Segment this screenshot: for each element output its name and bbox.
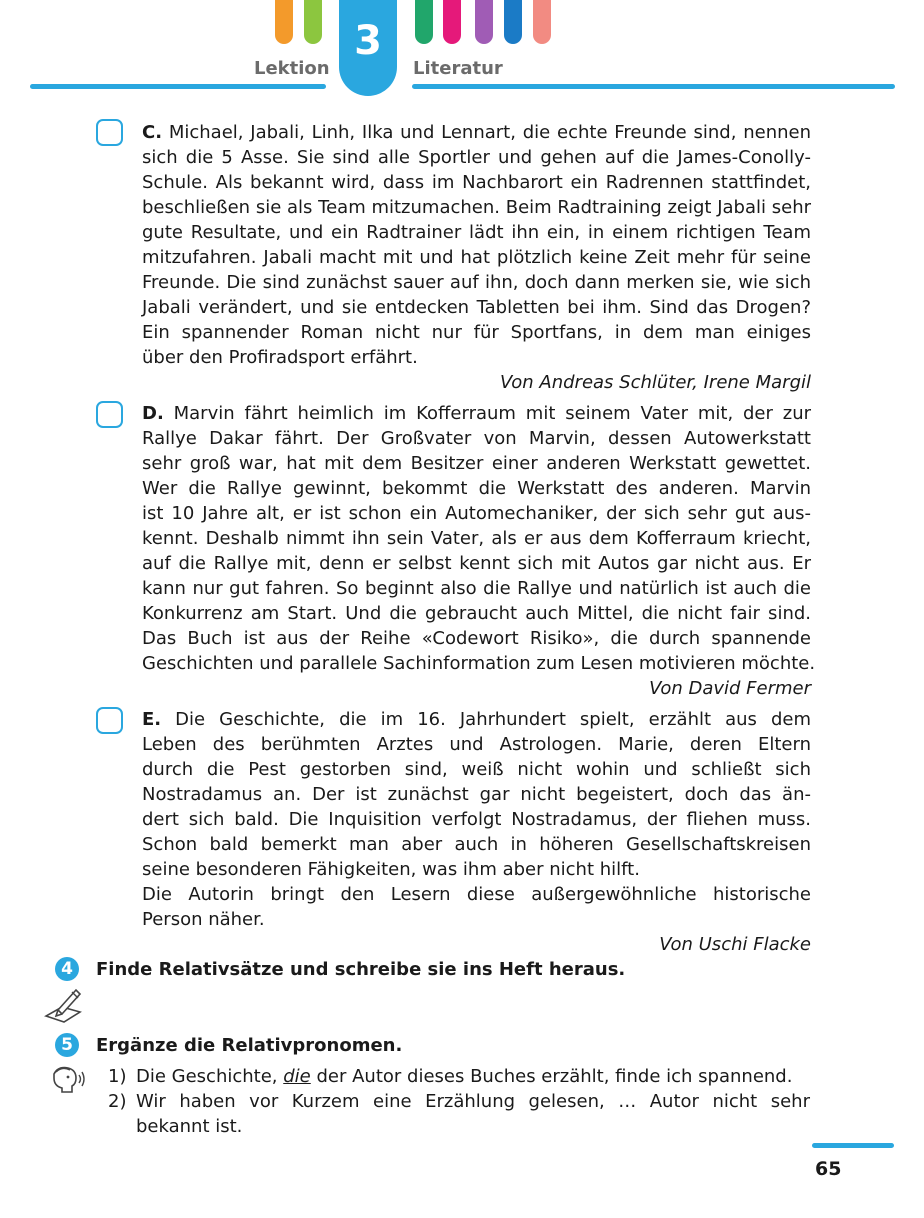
task-5-instruction: Ergänze die Relativpronomen. <box>96 1035 403 1056</box>
text-line: seine besonderen Fähigkeiten, was ihm aber nicht hilft. <box>142 859 640 880</box>
answer-checkbox-c[interactable] <box>96 119 123 146</box>
text-line: mitzufahren. Jabali macht mit und hat plötzlich keine Zeit mehr für seine <box>142 247 811 268</box>
text-line: Schon bald bemerkt man aber auch in höheren Gesellschaftskreisen <box>142 834 811 855</box>
task-number-4: 4 <box>55 957 79 981</box>
tab-blue <box>504 0 522 44</box>
item-text: Die Geschichte, <box>136 1066 284 1087</box>
pen-writing-icon <box>42 986 84 1026</box>
text-line: Ein spannender Roman nicht nur für Sportfans, in dem man einiges <box>142 322 811 343</box>
tab-magenta <box>443 0 461 44</box>
text-line: gute Resultate, und ein Radtrainer lädt ihn ein, in einem richtigen Team <box>142 222 811 243</box>
speaking-head-icon <box>48 1064 88 1098</box>
text-line: Konkurrenz am Start. Und die gebraucht auch Mittel, die nicht fair sind. <box>142 603 811 624</box>
text-line: Rallye Dakar fährt. Der Großvater von Marvin, dessen Autowerkstatt <box>142 428 811 449</box>
tab-green <box>304 0 322 44</box>
lesson-label: Lektion <box>254 58 330 79</box>
text-line: kennt. Deshalb nimmt ihn sein Vater, als er aus dem Kofferraum kriecht, <box>142 528 811 549</box>
task-4-instruction: Finde Relativsätze und schreibe sie ins Heft heraus. <box>96 959 626 980</box>
text-line: durch die Pest gestorben sind, weiß nicht wohin und schließt sich <box>142 759 811 780</box>
text-line: E. Die Geschichte, die im 16. Jahrhundert spielt, erzählt aus dem <box>142 709 811 730</box>
text-line: sehr groß war, hat mit dem Besitzer einer anderen Werkstatt gewettet. <box>142 453 811 474</box>
author-credit: Von David Fermer <box>649 678 811 699</box>
text-line: Geschichten und parallele Sachinformation zum Lesen motivieren möchte. <box>142 653 816 674</box>
item-number: 2) <box>108 1091 127 1112</box>
text-line: Nostradamus an. Der ist zunächst gar nicht begeistert, doch das än- <box>142 784 811 805</box>
text-line: auf die Rallye mit, denn er selbst kennt sich mit Autos gar nicht aus. Er <box>142 553 811 574</box>
author-credit: Von Andreas Schlüter, Irene Margil <box>500 372 811 393</box>
tab-teal <box>415 0 433 44</box>
text-block-e <box>142 707 811 957</box>
text-line: Jabali verändert, und sie entdecken Tabletten bei ihm. Sind das Drogen? <box>142 297 811 318</box>
page-number: 65 <box>815 1158 842 1180</box>
text-line: Das Buch ist aus der Reihe «Codewort Risiko», die durch spannende <box>142 628 811 649</box>
task-number-5: 5 <box>55 1033 79 1057</box>
text-block-d <box>142 401 816 701</box>
answer-checkbox-d[interactable] <box>96 401 123 428</box>
text-line: ist 10 Jahre alt, er ist schon ein Automechaniker, der sich sehr gut aus- <box>142 503 811 524</box>
item-text: bekannt ist. <box>136 1116 243 1137</box>
author-credit: Von Uschi Flacke <box>659 934 811 955</box>
tab-purple <box>475 0 493 44</box>
exercise-item-2 <box>108 1089 810 1139</box>
header-rule-right <box>412 84 895 89</box>
text-line: Leben des berühmten Arztes und Astrologen. Marie, deren Eltern <box>142 734 811 755</box>
text-line: Schule. Als bekannt wird, dass im Nachbarort ein Radrennen stattfindet, <box>142 172 811 193</box>
text-line: über den Profiradsport erfährt. <box>142 347 418 368</box>
text-line: C. Michael, Jabali, Linh, Ilka und Lennart, die echte Freunde sind, nennen <box>142 122 811 143</box>
text-line: dert sich bald. Die Inquisition verfolgt Nostradamus, der fliehen muss. <box>142 809 811 830</box>
footer-rule <box>812 1143 894 1148</box>
topic-label: Literatur <box>413 58 503 79</box>
text-line: Die Autorin bringt den Lesern diese außergewöhnliche historische <box>142 884 811 905</box>
text-line: kann nur gut fahren. So beginnt also die Rallye und natürlich ist auch die <box>142 578 811 599</box>
header-rule-left <box>30 84 326 89</box>
answer-example: die <box>283 1066 311 1087</box>
text-line: Person näher. <box>142 909 265 930</box>
item-text: der Autor dieses Buches erzählt, finde ich spannend. <box>310 1066 793 1087</box>
item-number: 1) <box>108 1066 127 1087</box>
answer-checkbox-e[interactable] <box>96 707 123 734</box>
header-tabs <box>0 0 924 48</box>
text-line: beschließen sie als Team mitzumachen. Beim Radtraining zeigt Jabali sehr <box>142 197 811 218</box>
item-text: Wir haben vor Kurzem eine Erzählung gelesen, … Autor nicht sehr <box>136 1091 810 1112</box>
text-block-c <box>142 120 811 395</box>
tab-orange <box>275 0 293 44</box>
tab-pink <box>533 0 551 44</box>
text-line: Wer die Rallye gewinnt, bekommt die Werkstatt des anderen. Marvin <box>142 478 811 499</box>
lesson-number-badge: 3 <box>339 0 397 96</box>
text-line: sich die 5 Asse. Sie sind alle Sportler und gehen auf die James-Conolly- <box>142 147 811 168</box>
text-line: Freunde. Die sind zunächst sauer auf ihn, doch dann merken sie, wie sich <box>142 272 811 293</box>
text-line: D. Marvin fährt heimlich im Kofferraum mit seinem Vater mit, der zur <box>142 403 811 424</box>
exercise-item-1 <box>108 1064 810 1089</box>
